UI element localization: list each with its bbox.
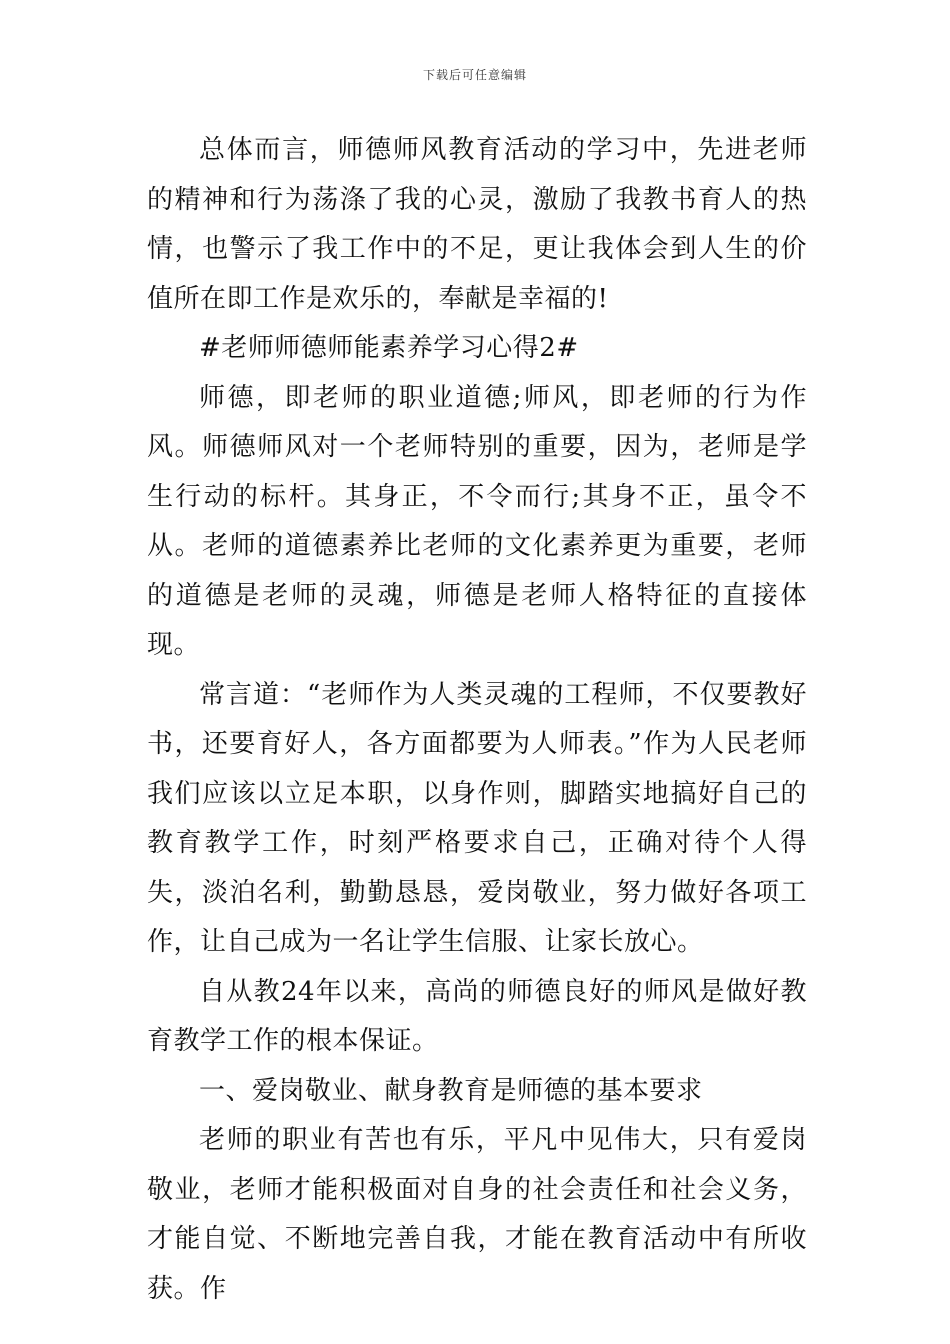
section-heading: #老师师德师能素养学习心得2#	[199, 333, 579, 363]
paragraph-quote: 常言道：“老师作为人类灵魂的工程师，不仅要教好书，还要育好人，各方面都要为人师表。”作为人民老师我们应该以立足本职，以身作则，脚踏实地搞好自己的教育教学工作，时刻严格要求自己，正确对待个人得失，淡泊名利，勤勤恳恳，爱岗敬业，努力做好各项工作，让自己成为一名让学生信服、让家长放心。	[147, 679, 807, 957]
subheading-one: 一、爱岗敬业、献身教育是师德的基本要求	[199, 1075, 703, 1106]
paragraph-definition: 师德，即老师的职业道德;师风，即老师的行为作风。师德师风对一个老师特别的重要，因为，老师是学生行动的标杆。其身正，不令而行;其身不正，虽令不从。老师的道德素养比老师的文化素养更为重要，老师的道德是老师的灵魂，师德是老师人格特征的直接体现。	[147, 382, 807, 660]
document-body	[147, 126, 807, 1314]
paragraph-dedication: 老师的职业有苦也有乐，平凡中见伟大，只有爱岗敬业，老师才能积极面对自身的社会责任和社会义务，才能自觉、不断地完善自我，才能在教育活动中有所收获。作	[147, 1125, 807, 1304]
paragraph-summary: 总体而言，师德师风教育活动的学习中，先进老师的精神和行为荡涤了我的心灵，激励了我教书育人的热情，也警示了我工作中的不足，更让我体会到人生的价值所在即工作是欢乐的，奉献是幸福的!	[147, 135, 807, 314]
page-header: 下载后可任意编辑	[422, 68, 527, 82]
paragraph-experience: 自从教24年以来，高尚的师德良好的师风是做好教育教学工作的根本保证。	[147, 976, 807, 1056]
